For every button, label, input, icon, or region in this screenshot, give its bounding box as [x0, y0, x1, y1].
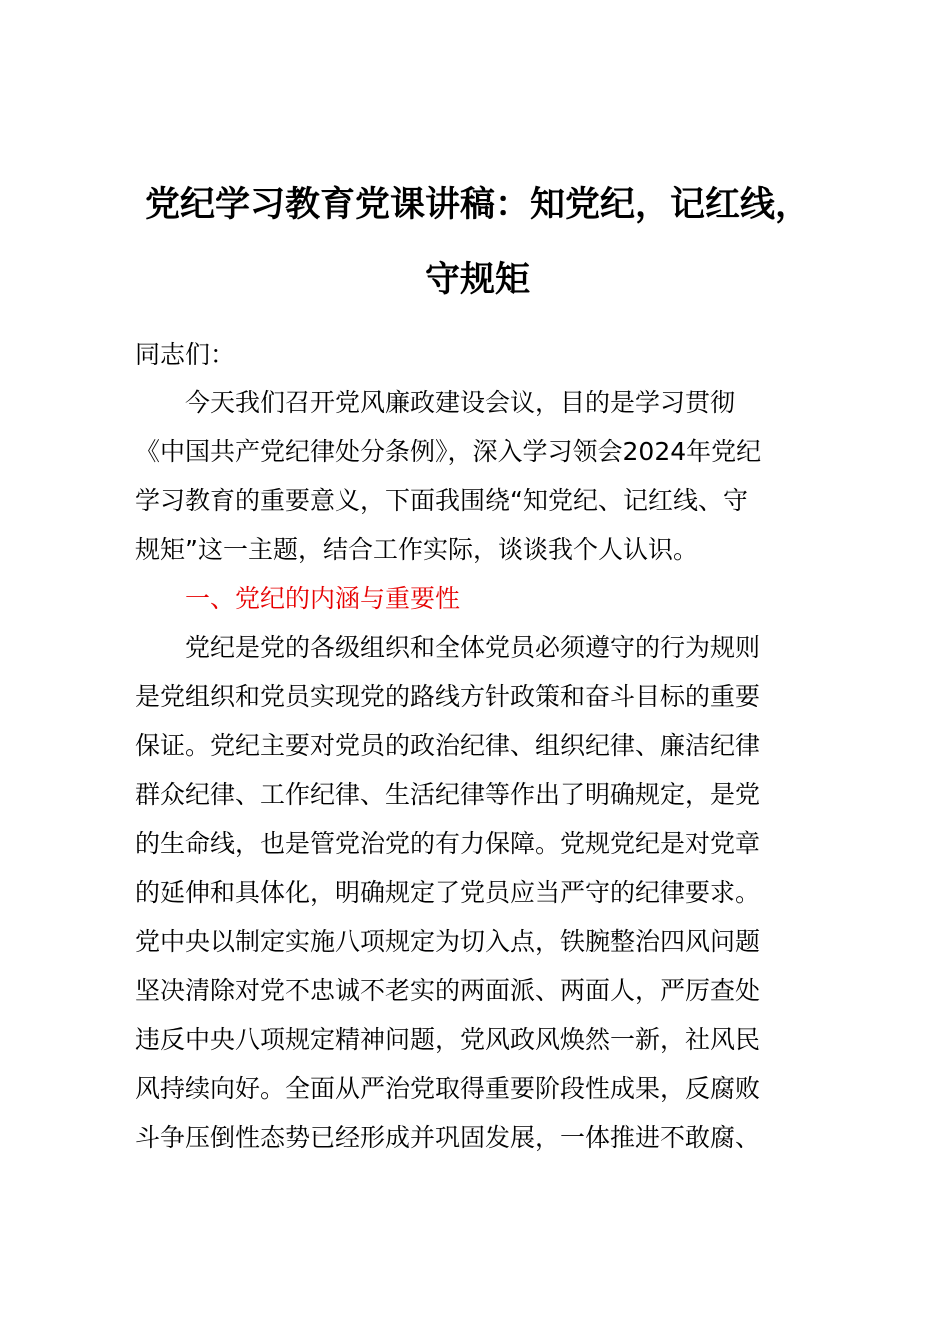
section-1-line-6: 的延伸和具体化，明确规定了党员应当严守的纪律要求。	[135, 878, 761, 907]
section-1-heading: 一、党纪的内涵与重要性	[185, 584, 461, 613]
section-1-line-11: 斗争压倒性态势已经形成并巩固发展，一体推进不敢腐、	[135, 1123, 761, 1152]
section-1-line-1: 党纪是党的各级组织和全体党员必须遵守的行为规则	[185, 633, 761, 662]
section-1-line-2: 是党组织和党员实现党的路线方针政策和奋斗目标的重要	[135, 682, 761, 711]
intro-line-1: 今天我们召开党风廉政建设会议，目的是学习贯彻	[185, 388, 736, 417]
salutation: 同志们：	[135, 340, 236, 369]
intro-line-3: 学习教育的重要意义，下面我围绕“知党纪、记红线、守	[135, 486, 748, 515]
section-1-line-4: 群众纪律、工作纪律、生活纪律等作出了明确规定，是党	[135, 780, 761, 809]
section-1-line-5: 的生命线，也是管党治党的有力保障。党规党纪是对党章	[135, 829, 761, 858]
section-1-line-9: 违反中央八项规定精神问题，党风政风焕然一新，社风民	[135, 1025, 761, 1054]
intro-line-4: 规矩”这一主题，结合工作实际，谈谈我个人认识。	[135, 535, 698, 564]
document-title-line-2: 守规矩	[424, 260, 530, 300]
section-1-line-7: 党中央以制定实施八项规定为切入点，铁腕整治四风问题	[135, 927, 761, 956]
section-1-line-3: 保证。党纪主要对党员的政治纪律、组织纪律、廉洁纪律	[135, 731, 761, 760]
intro-line-2: 《中国共产党纪律处分条例》，深入学习领会2024年党纪	[135, 437, 762, 466]
document-title-line-1: 党纪学习教育党课讲稿：知党纪，记红线，	[144, 185, 810, 225]
section-1-line-10: 风持续向好。全面从严治党取得重要阶段性成果，反腐败	[135, 1074, 761, 1103]
section-1-line-8: 坚决清除对党不忠诚不老实的两面派、两面人，严厉查处	[135, 976, 761, 1005]
